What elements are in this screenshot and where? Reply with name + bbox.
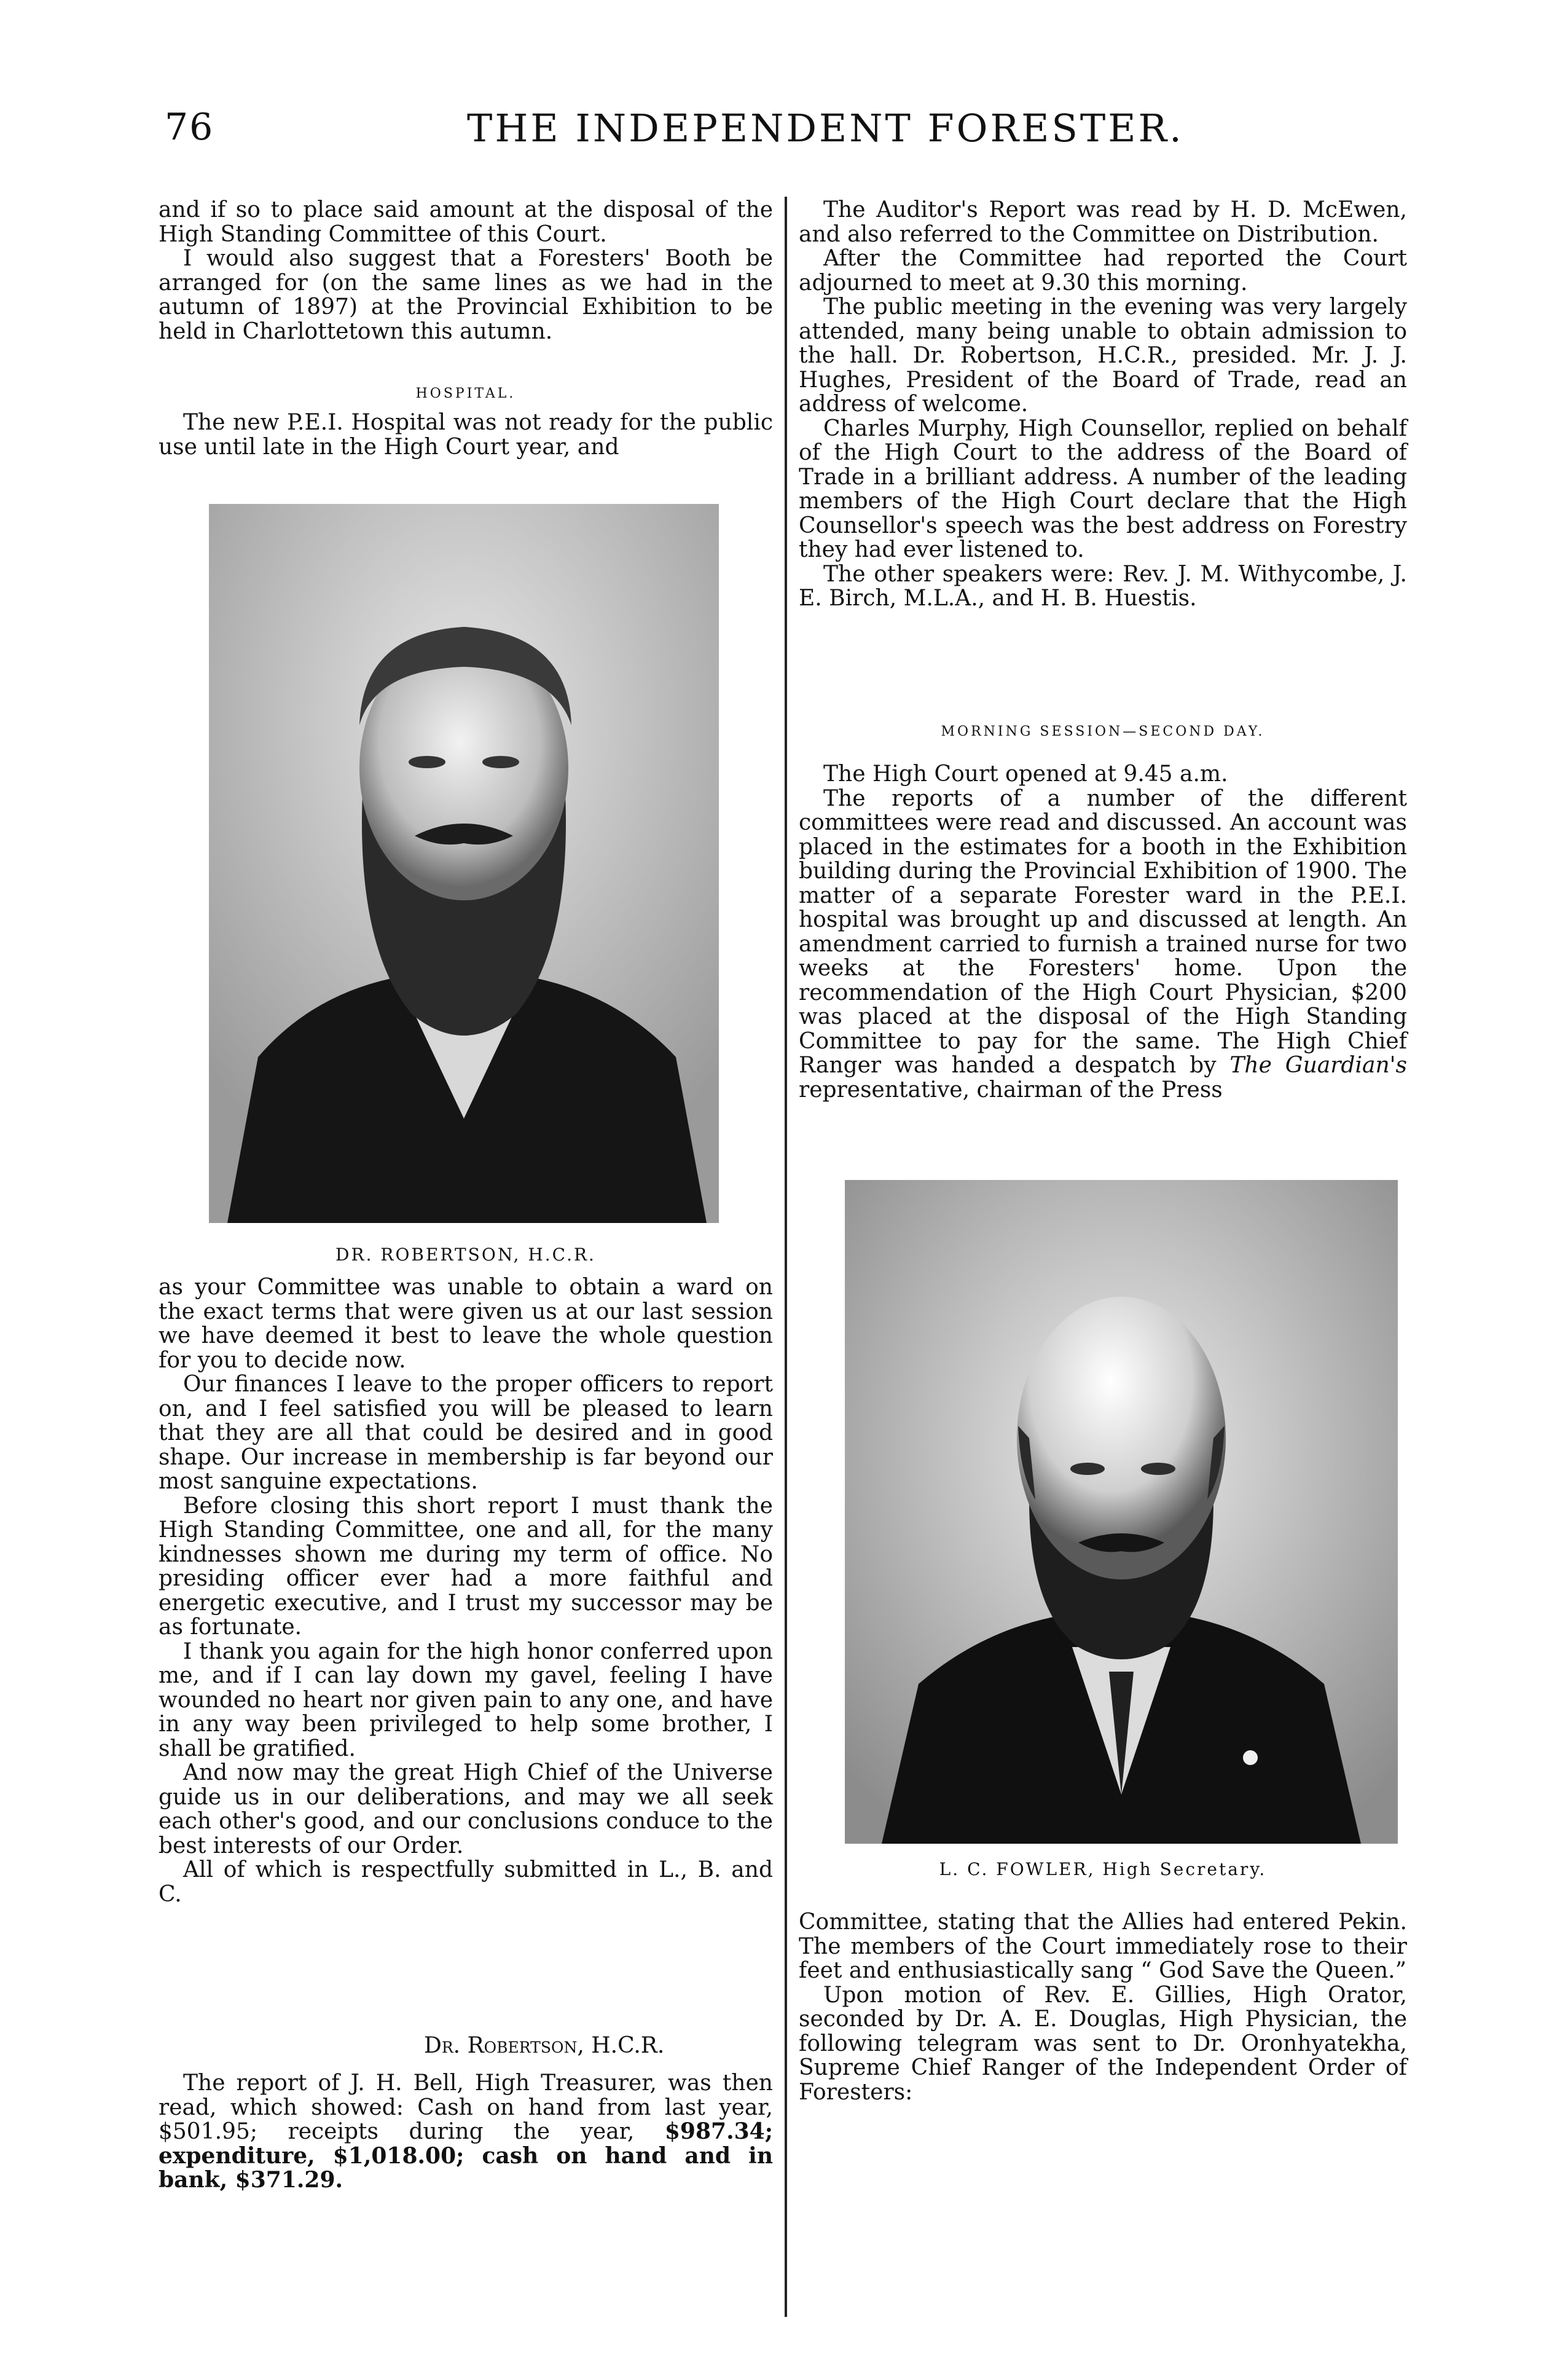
left-column-hospital — [159, 411, 773, 459]
treasurer-text: The report of J. H. Bell, High Treasurer, was then read, which showed: Cash on hand from last year, $501.95; receipts during the year, — [159, 2070, 773, 2144]
treasurer-figures: $987.34; expenditure, $1,018.00; cash on hand and in bank, $371.29. — [159, 2118, 773, 2193]
paragraph: I would also suggest that a Foresters' Booth be arranged for (on the same lines as we had in the autumn of 1897) at the Provincial Exhibition to be held in Charlottetown this autumn. — [159, 246, 773, 344]
paragraph: All of which is respectfully submitted in L., B. and C. — [159, 1857, 773, 1907]
page-title: THE INDEPENDENT FORESTER. — [467, 106, 1184, 151]
paragraph: The public meeting in the evening was very largely attended, many being unable to obtain admission to the hall. Dr. Robertson, H.C.R., presided. Mr. J. J. Hughes, President of the Board of Trade, read an address of welcome. — [799, 294, 1407, 417]
session-text-end: representative, chairman of the Press — [799, 1077, 1223, 1103]
signature: Dr. Robertson, H.C.R. — [424, 2033, 665, 2058]
right-column-session — [799, 762, 1407, 1102]
right-column-top — [799, 198, 1407, 611]
newspaper-name: The Guardian's — [1229, 1053, 1408, 1078]
column-divider — [785, 197, 787, 2317]
left-column-top — [159, 198, 773, 344]
paragraph: as your Committee was unable to obtain a ward on the exact terms that were given us at our last session we have deemed it best to leave the whole question for you to decide now. — [159, 1275, 773, 1373]
paragraph: I thank you again for the high honor conferred upon me, and if I can lay down my gavel, feeling I have wounded no heart nor given pain to any one, and have in any way been privileged to help some brother, I shall be gratified. — [159, 1638, 773, 1761]
portrait-fowler-image — [845, 1180, 1398, 1844]
treasurer-report — [159, 2071, 773, 2193]
page-number: 76 — [165, 106, 214, 149]
paragraph: Before closing this short report I must thank the High Standing Committee, one and all, for the many kindnesses shown me during my term of office. No presiding officer ever had a more faithful and energetic executive, and I trust my successor may be as fortunate. — [159, 1493, 773, 1640]
left-column-bottom — [159, 1275, 773, 1906]
paragraph — [799, 787, 1407, 1103]
paragraph: Upon motion of Rev. E. Gillies, High Orator, seconded by Dr. A. E. Douglas, High Physician, the following telegram was sent to Dr. Oronhyatekha, Supreme Chief Ranger of the Independent Order of Foresters: — [799, 1982, 1407, 2105]
hospital-heading: HOSPITAL. — [415, 386, 516, 401]
paragraph: The new P.E.I. Hospital was not ready for the public use until late in the High Court year, and — [159, 410, 773, 460]
photo-caption-robertson: DR. ROBERTSON, H.C.R. — [335, 1244, 596, 1265]
paragraph: and if so to place said amount at the disposal of the High Standing Committee of this Court. — [159, 197, 773, 247]
session-heading: MORNING SESSION—SECOND DAY. — [941, 724, 1265, 739]
paragraph: Charles Murphy, High Counsellor, replied on behalf of the High Court to the address of the Board of Trade in a brilliant address. A number of the leading members of the High Court declare that the High Counsellor's speech was the best address on Forestry they had ever listened to. — [799, 415, 1407, 562]
session-text: The reports of a number of the different committees were read and discussed. An account was placed in the estimates for a booth in the Exhibition building during the Provincial Exhibition of 1900. The matter of a separate Forester ward in the P.E.I. hospital was brought up and discussed at length. An amendment carried to furnish a trained nurse for two weeks at the Foresters' home. Upon the recommendation of the High Court Physician, $200 was placed at the disposal of the High Standing Committee to pay for the same. The High Chief Ranger was handed a despatch by — [799, 785, 1407, 1078]
photo-caption-fowler: L. C. FOWLER, High Secretary. — [939, 1859, 1267, 1879]
paragraph: The High Court opened at 9.45 a.m. — [823, 761, 1228, 787]
paragraph: The other speakers were: Rev. J. M. Withycombe, J. E. Birch, M.L.A., and H. B. Huestis. — [799, 561, 1407, 611]
paragraph: And now may the great High Chief of the Universe guide us in our deliberations, and may we all seek each other's good, and our conclusions conduce to the best interests of our Order. — [159, 1760, 773, 1858]
paragraph: Committee, stating that the Allies had entered Pekin. The members of the Court immediately rose to their feet and enthusiastically sang “ God Save the Queen.” — [799, 1909, 1407, 1983]
paragraph: After the Committee had reported the Court adjourned to meet at 9.30 this morning. — [799, 246, 1407, 296]
right-column-bottom — [799, 1910, 1407, 2104]
portrait-photo-fowler — [845, 1180, 1398, 1844]
paragraph: Our finances I leave to the proper officers to report on, and I feel satisfied you will be pleased to learn that they are all that could be desired and in good shape. Our increase in membership is far beyond our most sanguine expectations. — [159, 1372, 773, 1494]
paragraph — [159, 2071, 773, 2193]
portrait-robertson-image — [209, 504, 719, 1223]
paragraph: The Auditor's Report was read by H. D. McEwen, and also referred to the Committee on Distribution. — [799, 197, 1407, 247]
portrait-photo-robertson — [209, 504, 719, 1223]
